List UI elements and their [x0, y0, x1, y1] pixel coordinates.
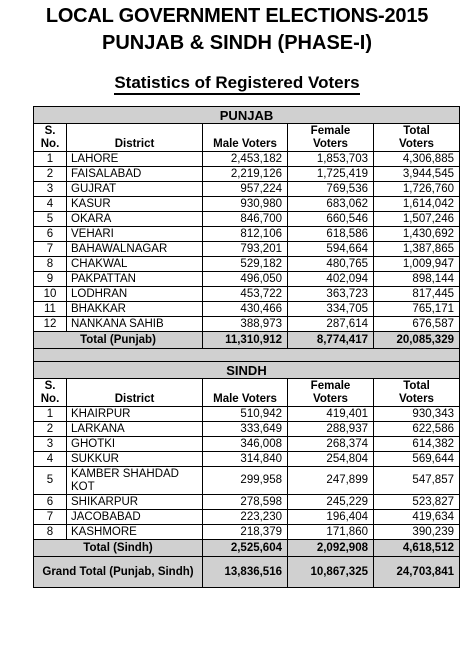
- header-female-voters: [288, 124, 374, 152]
- table-row: [34, 437, 460, 452]
- row-female-voters: 1,725,419: [288, 167, 374, 182]
- row-district: PAKPATTAN: [67, 272, 203, 287]
- row-sno: 3: [34, 437, 67, 452]
- grand-total-row: [34, 557, 460, 588]
- table-row: [34, 287, 460, 302]
- row-male-voters: 957,224: [203, 182, 288, 197]
- row-district: KAMBER SHAHDAD KOT: [67, 467, 203, 495]
- row-total-voters: 547,857: [374, 467, 460, 495]
- row-total-voters: 3,944,545: [374, 167, 460, 182]
- sindh-total-label: Total (Sindh): [34, 540, 203, 557]
- row-female-voters: 254,804: [288, 452, 374, 467]
- header-sno-line-1: S.: [44, 124, 56, 137]
- row-sno: 2: [34, 167, 67, 182]
- row-female-voters: 594,664: [288, 242, 374, 257]
- sindh-total-row: [34, 540, 460, 557]
- table-row: [34, 525, 460, 540]
- sindh-total-male: 2,525,604: [203, 540, 288, 557]
- row-district: KASUR: [67, 197, 203, 212]
- row-sno: 12: [34, 317, 67, 332]
- row-female-voters: 618,586: [288, 227, 374, 242]
- row-female-voters: 334,705: [288, 302, 374, 317]
- row-male-voters: 299,958: [203, 467, 288, 495]
- row-sno: 5: [34, 212, 67, 227]
- title-line-2: PUNJAB & SINDH (PHASE-I): [101, 32, 373, 54]
- row-district: SUKKUR: [67, 452, 203, 467]
- row-district: OKARA: [67, 212, 203, 227]
- header-sno: [34, 124, 67, 152]
- row-male-voters: 430,466: [203, 302, 288, 317]
- sindh-total-voters: 4,618,512: [374, 540, 460, 557]
- header-female-line-1: Female: [310, 124, 351, 137]
- row-district: BHAKKAR: [67, 302, 203, 317]
- table-row: [34, 272, 460, 287]
- row-total-voters: 1,726,760: [374, 182, 460, 197]
- table-row: [34, 182, 460, 197]
- punjab-total-female: 8,774,417: [288, 332, 374, 349]
- row-total-voters: 569,644: [374, 452, 460, 467]
- row-male-voters: 793,201: [203, 242, 288, 257]
- table-row: [34, 197, 460, 212]
- header-male-voters: Male Voters: [203, 124, 288, 152]
- title-line-1: LOCAL GOVERNMENT ELECTIONS-2015: [45, 5, 429, 27]
- table-row: [34, 317, 460, 332]
- row-female-voters: 1,853,703: [288, 152, 374, 167]
- punjab-total-label: Total (Punjab): [34, 332, 203, 349]
- row-total-voters: 419,634: [374, 510, 460, 525]
- table-row: [34, 302, 460, 317]
- row-female-voters: 480,765: [288, 257, 374, 272]
- row-female-voters: 660,546: [288, 212, 374, 227]
- row-district: SHIKARPUR: [67, 495, 203, 510]
- row-district: KASHMORE: [67, 525, 203, 540]
- header-sno-line-1: S.: [44, 379, 56, 392]
- table-row: [34, 167, 460, 182]
- row-female-voters: 402,094: [288, 272, 374, 287]
- row-district: KHAIRPUR: [67, 407, 203, 422]
- row-district: LARKANA: [67, 422, 203, 437]
- row-district: FAISALABAD: [67, 167, 203, 182]
- row-total-voters: 1,614,042: [374, 197, 460, 212]
- row-total-voters: 1,009,947: [374, 257, 460, 272]
- table-row: [34, 422, 460, 437]
- header-district: District: [67, 124, 203, 152]
- section-gap-row: [34, 349, 460, 362]
- row-male-voters: 812,106: [203, 227, 288, 242]
- row-total-voters: 898,144: [374, 272, 460, 287]
- row-district: LAHORE: [67, 152, 203, 167]
- row-sno: 4: [34, 452, 67, 467]
- row-male-voters: 346,008: [203, 437, 288, 452]
- row-sno: 6: [34, 495, 67, 510]
- row-sno: 1: [34, 152, 67, 167]
- row-sno: 4: [34, 197, 67, 212]
- subtitle-text: Statistics of Registered Voters: [114, 73, 359, 95]
- header-total-line-1: Total: [403, 124, 430, 137]
- header-male-voters: Male Voters: [203, 379, 288, 407]
- voters-table: [33, 106, 460, 588]
- row-male-voters: 388,973: [203, 317, 288, 332]
- row-female-voters: 245,229: [288, 495, 374, 510]
- header-sno-line-2: No.: [40, 392, 60, 405]
- header-sno-line-2: No.: [40, 137, 60, 150]
- punjab-total-voters: 20,085,329: [374, 332, 460, 349]
- table-row: [34, 510, 460, 525]
- column-header-row: [34, 124, 460, 152]
- row-male-voters: 2,453,182: [203, 152, 288, 167]
- column-header-row: [34, 379, 460, 407]
- punjab-total-male: 11,310,912: [203, 332, 288, 349]
- row-total-voters: 930,343: [374, 407, 460, 422]
- row-female-voters: 769,536: [288, 182, 374, 197]
- table-row: [34, 212, 460, 227]
- row-male-voters: 218,379: [203, 525, 288, 540]
- sindh-section-heading: SINDH: [34, 362, 460, 379]
- row-total-voters: 1,430,692: [374, 227, 460, 242]
- punjab-section-heading-row: [34, 107, 460, 124]
- row-total-voters: 817,445: [374, 287, 460, 302]
- table-row: [34, 452, 460, 467]
- punjab-total-row: [34, 332, 460, 349]
- row-sno: 5: [34, 467, 67, 495]
- row-male-voters: 529,182: [203, 257, 288, 272]
- row-male-voters: 333,649: [203, 422, 288, 437]
- row-female-voters: 419,401: [288, 407, 374, 422]
- table-row: [34, 467, 460, 495]
- row-district: BAHAWALNAGAR: [67, 242, 203, 257]
- row-total-voters: 676,587: [374, 317, 460, 332]
- row-total-voters: 614,382: [374, 437, 460, 452]
- row-male-voters: 930,980: [203, 197, 288, 212]
- row-district: VEHARI: [67, 227, 203, 242]
- punjab-section-heading: PUNJAB: [34, 107, 460, 124]
- row-male-voters: 223,230: [203, 510, 288, 525]
- table-row: [34, 407, 460, 422]
- row-female-voters: 363,723: [288, 287, 374, 302]
- header-female-line-2: Voters: [313, 392, 348, 405]
- header-female-line-1: Female: [310, 379, 351, 392]
- row-district: CHAKWAL: [67, 257, 203, 272]
- header-total-voters: [374, 124, 460, 152]
- header-female-line-2: Voters: [313, 137, 348, 150]
- header-total-line-2: Voters: [399, 392, 434, 405]
- row-male-voters: 496,050: [203, 272, 288, 287]
- row-district: NANKANA SAHIB: [67, 317, 203, 332]
- row-sno: 2: [34, 422, 67, 437]
- row-male-voters: 846,700: [203, 212, 288, 227]
- voters-table-body: [34, 107, 460, 588]
- row-female-voters: 247,899: [288, 467, 374, 495]
- row-female-voters: 287,614: [288, 317, 374, 332]
- table-row: [34, 257, 460, 272]
- header-district: District: [67, 379, 203, 407]
- table-row: [34, 227, 460, 242]
- sindh-section-heading-row: [34, 362, 460, 379]
- subtitle: [0, 73, 474, 93]
- row-sno: 10: [34, 287, 67, 302]
- sindh-total-female: 2,092,908: [288, 540, 374, 557]
- section-gap: [34, 349, 460, 362]
- row-total-voters: 523,827: [374, 495, 460, 510]
- header-total-line-1: Total: [403, 379, 430, 392]
- row-sno: 1: [34, 407, 67, 422]
- row-sno: 8: [34, 257, 67, 272]
- row-female-voters: 288,937: [288, 422, 374, 437]
- row-sno: 8: [34, 525, 67, 540]
- row-district: JACOBABAD: [67, 510, 203, 525]
- row-total-voters: 765,171: [374, 302, 460, 317]
- row-total-voters: 622,586: [374, 422, 460, 437]
- table-row: [34, 495, 460, 510]
- row-total-voters: 4,306,885: [374, 152, 460, 167]
- row-total-voters: 390,239: [374, 525, 460, 540]
- row-sno: 7: [34, 242, 67, 257]
- grand-total-label: Grand Total (Punjab, Sindh): [34, 557, 203, 588]
- row-male-voters: 314,840: [203, 452, 288, 467]
- row-sno: 7: [34, 510, 67, 525]
- row-district: GUJRAT: [67, 182, 203, 197]
- row-male-voters: 278,598: [203, 495, 288, 510]
- row-female-voters: 268,374: [288, 437, 374, 452]
- header-female-voters: [288, 379, 374, 407]
- grand-total-male: 13,836,516: [203, 557, 288, 588]
- table-row: [34, 152, 460, 167]
- row-district: LODHRAN: [67, 287, 203, 302]
- header-total-line-2: Voters: [399, 137, 434, 150]
- row-total-voters: 1,387,865: [374, 242, 460, 257]
- header-sno: [34, 379, 67, 407]
- grand-total-female: 10,867,325: [288, 557, 374, 588]
- row-sno: 9: [34, 272, 67, 287]
- grand-total-voters: 24,703,841: [374, 557, 460, 588]
- row-female-voters: 196,404: [288, 510, 374, 525]
- header-total-voters: [374, 379, 460, 407]
- row-sno: 6: [34, 227, 67, 242]
- row-sno: 11: [34, 302, 67, 317]
- row-male-voters: 453,722: [203, 287, 288, 302]
- row-male-voters: 2,219,126: [203, 167, 288, 182]
- row-male-voters: 510,942: [203, 407, 288, 422]
- row-total-voters: 1,507,246: [374, 212, 460, 227]
- row-district: GHOTKI: [67, 437, 203, 452]
- row-female-voters: 171,860: [288, 525, 374, 540]
- row-female-voters: 683,062: [288, 197, 374, 212]
- table-row: [34, 242, 460, 257]
- row-sno: 3: [34, 182, 67, 197]
